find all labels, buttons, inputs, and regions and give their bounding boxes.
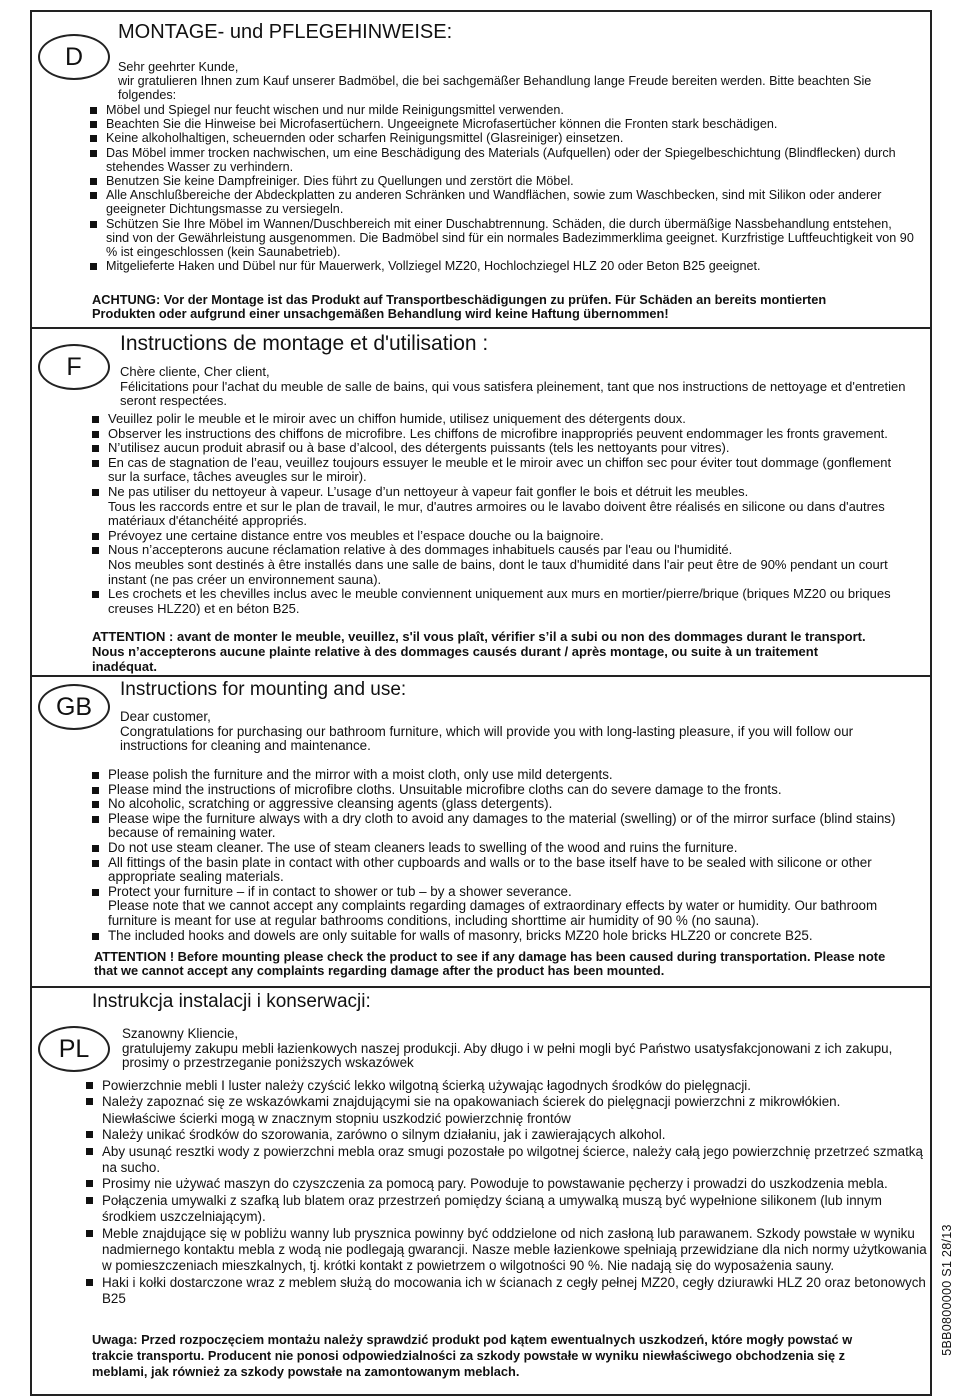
list-de xyxy=(88,103,918,273)
square-bullet-icon xyxy=(92,816,99,823)
document-frame xyxy=(30,10,932,1396)
list-item: Meble znajdujące się w pobliżu wanny lub prysznica powinny być oddzielone od nich zasłoną lub parawanem. Szkody powstałe w wyniku nadmiernego kontaktu mebla z wodą nie podlegają gwarancji. Nasze meble łazienkowe spełniają przewidziane dla nich normy użytkowania w pomieszczeniach mieszkalnych, tj. krótki kontakt z powietrzem o wilgotności 90 %. Nie nadają się do wyposażenia sauny. xyxy=(84,1226,930,1275)
list-item: N’utilisez aucun produit abrasif ou à base d’alcool, des détergents puissants (tels les nettoyants pour vitres). xyxy=(90,441,892,456)
square-bullet-icon xyxy=(92,533,99,540)
list-item: Schützen Sie Ihre Möbel im Wannen/Duschbereich mit einer Duschabtrennung. Schäden, die durch übermäßige Nassbehandlung entstehen, sind von der Gewährleistung ausgenommen. Die Badmöbel sind für ein normales Badezimmerklima geeignet. Kurzfristige Luftfeuchtigkeit von 90 % ist eingeschlossen (kein Saunabetrieb). xyxy=(88,217,918,260)
square-bullet-icon xyxy=(92,801,99,808)
square-bullet-icon xyxy=(86,1197,93,1204)
list-item: Mitgelieferte Haken und Dübel nur für Mauerwerk, Vollziegel MZ20, Hochlochziegel HLZ 20 oder Beton B25 geeignet. xyxy=(88,259,918,273)
language-badge-fr: F xyxy=(38,344,110,390)
list-item: Veuillez polir le meuble et le miroir avec un chiffon humide, utilisez uniquement des détergents doux. xyxy=(90,412,892,427)
list-item: Beachten Sie die Hinweise bei Microfasertüchern. Ungeeignete Microfasertücher können die Fronten stark beschädigen. xyxy=(88,117,918,131)
list-item: Please polish the furniture and the mirror with a moist cloth, only use mild detergents. xyxy=(90,768,910,783)
language-badge-pl: PL xyxy=(38,1026,110,1072)
salutation-gb: Dear customer, xyxy=(120,709,211,724)
list-fr xyxy=(90,412,892,616)
list-item: Powierzchnie mebli I luster należy czyścić lekko wilgotną ścierką używając łagodnych środków do pielęgnacji. xyxy=(84,1078,930,1094)
section-divider xyxy=(32,327,930,329)
list-item: Please mind the instructions of microfibre cloths. Unsuitable microfibre cloths can do severe damage to the fronts. xyxy=(90,783,910,798)
list-item: Das Möbel immer trocken nachwischen, um eine Beschädigung des Materials (Aufquellen) oder der Spiegelbeschichtung (Blindflecken) durch stehendes Wasser zu verhindern. xyxy=(88,146,918,174)
instruction-list-de xyxy=(88,103,918,273)
warning-pl: Uwaga: Przed rozpoczęciem montażu należy sprawdzić produkt pod kątem ewentualnych uszkodzeń, które mogły powstać w trakcie transportu. Producent nie ponosi odpowiedzialności za szkody powstałe w wyniku niewłaściwego obchodzenia się z meblami, jak również za szkody powstałe na zamontowanym meblach. xyxy=(92,1332,853,1379)
square-bullet-icon xyxy=(86,1180,93,1187)
list-item: Möbel und Spiegel nur feucht wischen und nur milde Reinigungsmittel verwenden. xyxy=(88,103,918,117)
square-bullet-icon xyxy=(92,860,99,867)
warning-de: ACHTUNG: Vor der Montage ist das Produkt auf Transportbeschädigungen zu prüfen. Für Schäden an bereits montierten Produkten oder aufgrund einer unsachgemäßen Behandlung wird keine Haftung übernommen! xyxy=(92,292,827,322)
section-divider xyxy=(32,986,930,988)
list-item: Prosimy nie używać maszyn do czyszczenia za pomocą pary. Powoduje to powstawanie pęcherzy i prowadzi do uszkodzenia mebla. xyxy=(84,1176,930,1192)
list-item: Protect your furniture – if in contact to shower or tub – by a shower severance. Please note that we cannot accept any complaints regarding damages of extraordinary effects by water or humidity. Our bathroom furniture is meant for use at regular bathrooms conditions, including shorttime air humidity of 90 % (no sauna). xyxy=(90,885,910,929)
square-bullet-icon xyxy=(92,933,99,940)
list-item: Do not use steam cleaner. The use of steam cleaners leads to swelling of the wood and ruins the furniture. xyxy=(90,841,910,856)
instruction-list-gb xyxy=(90,768,910,943)
intro-text-pl: gratulujemy zakupu mebli łazienkowych naszej produkcji. Aby długo i w pełni mogli być Państwo usatysfakcjonowani z ich zakupu, prosimy o przestrzeganie poniższych wskazówek xyxy=(122,1040,893,1071)
square-bullet-icon xyxy=(90,192,97,199)
list-item: Please wipe the furniture always with a dry cloth to avoid any damages to the material (swelling) or of the mirror surface (blind stains) because of remaining water. xyxy=(90,812,910,841)
list-item: En cas de stagnation de l’eau, veuillez toujours essuyer le meuble et le miroir avec un chiffon sec pour éviter tout dommage (gonflement sur la surface, tâches aveugles sur le miroir). xyxy=(90,456,892,485)
square-bullet-icon xyxy=(92,431,99,438)
square-bullet-icon xyxy=(90,121,97,128)
list-item: Alle Anschlußbereiche der Abdeckplatten zu anderen Schränken und Wandflächen, sowie zum Waschbecken, sind mit Silikon oder anderer geeigneter Dichtungsmasse zu versiegeln. xyxy=(88,188,918,216)
square-bullet-icon xyxy=(86,1131,93,1138)
warning-gb: ATTENTION ! Before mounting please check the product to see if any damage has been caused during transportation. Please note that we cannot accept any complaints regarding damage after the product has been mounted. xyxy=(94,949,886,979)
square-bullet-icon xyxy=(92,772,99,779)
section-title-de: MONTAGE- und PFLEGEHINWEISE: xyxy=(118,21,453,43)
square-bullet-icon xyxy=(86,1098,93,1105)
list-item: Ne pas utiliser du nettoyeur à vapeur. L’usage d’un nettoyeur à vapeur fait gonfler le bois et détruit les meubles. Tous les raccords entre et sur le plan de travail, le mur, d'autres armoires ou le lavabo doivent être réalisés en silicone ou dans d'autres matériaux d'étanchéité appropriés. xyxy=(90,485,892,529)
list-item: Należy unikać środków do szorowania, zarówno o silnym działaniu, jak i zawierających alkohol. xyxy=(84,1127,930,1143)
section-divider xyxy=(32,675,930,677)
square-bullet-icon xyxy=(90,150,97,157)
instruction-list-fr xyxy=(90,412,892,616)
square-bullet-icon xyxy=(92,591,99,598)
salutation-pl: Szanowny Kliencie, xyxy=(122,1026,239,1041)
section-title-pl: Instrukcja instalacji i konserwacji: xyxy=(92,991,371,1012)
list-item: Nous n’accepterons aucune réclamation relative à des dommages inhabituels causés par l'eau ou l'humidité. Nos meubles sont destinés à être installés dans une salle de bains, dont le taux d'humidité dans l'air peut être de 90% pendant un court instant (ne pas créer un environnement sauna). xyxy=(90,543,892,587)
list-gb xyxy=(90,768,910,943)
square-bullet-icon xyxy=(92,460,99,467)
section-title-gb: Instructions for mounting and use: xyxy=(120,679,407,700)
section-title-fr: Instructions de montage et d'utilisation : xyxy=(120,332,489,355)
list-item: Należy zapoznać się ze wskazówkami znajdującymi sie na opakowaniach ścierek do pielęgnacji powierzchni z mikrowłókien. Niewłaściwe ścierki mogą w znacznym stopniu uszkodzić powierzchnię frontów xyxy=(84,1094,930,1127)
square-bullet-icon xyxy=(90,221,97,228)
intro-de xyxy=(118,60,918,103)
salutation-de: Sehr geehrter Kunde, xyxy=(118,60,239,74)
list-item: Aby usunąć resztki wody z powierzchni mebla oraz smugi pozostałe po wilgotnej ścierce, należy całą jego powierzchnię przetrzeć szmatką na sucho. xyxy=(84,1144,930,1177)
square-bullet-icon xyxy=(92,845,99,852)
square-bullet-icon xyxy=(92,416,99,423)
square-bullet-icon xyxy=(92,889,99,896)
square-bullet-icon xyxy=(90,107,97,114)
intro-gb xyxy=(120,710,910,754)
list-pl xyxy=(84,1078,930,1308)
list-item: Prévoyez une certaine distance entre vos meubles et l’espace douche ou la baignoire. xyxy=(90,529,892,544)
intro-text-fr: Félicitations pour l'achat du meuble de salle de bains, qui vous satisfera pleinement, tant que nos instructions de nettoyage et d'entretien seront respectées. xyxy=(120,378,906,409)
warning-fr: ATTENTION : avant de monter le meuble, veuillez, s'il vous plaît, vérifier s’il a subi ou non des dommages durant le transport. Nous n’accepterons aucune plainte relative à des dommages causés durant / après montage, ou suite à un traitement inadéquat. xyxy=(92,629,866,674)
document-code xyxy=(934,1190,960,1390)
square-bullet-icon xyxy=(86,1279,93,1286)
language-badge-gb: GB xyxy=(38,684,110,730)
square-bullet-icon xyxy=(90,135,97,142)
list-item: Les crochets et les chevilles inclus avec le meuble conviennent uniquement aux murs en mortier/pierre/brique (briques MZ20 ou briques creuses HLZ20) et en béton B25. xyxy=(90,587,892,616)
square-bullet-icon xyxy=(86,1148,93,1155)
list-item: No alcoholic, scratching or aggressive cleansing agents (glass detergents). xyxy=(90,797,910,812)
list-item: Keine alkoholhaltigen, scheuernden oder scharfen Reinigungsmittel (Glasreiniger) einsetzen. xyxy=(88,131,918,145)
list-item: Haki i kołki dostarczone wraz z meblem służą do mocowania ich w ścianach z cegły pełnej MZ20, cegły dziurawki HLZ 20 oraz betonowych B25 xyxy=(84,1275,930,1308)
square-bullet-icon xyxy=(90,178,97,185)
square-bullet-icon xyxy=(92,547,99,554)
square-bullet-icon xyxy=(90,263,97,270)
document-code-text: 5BB0800000 S1 28/13 xyxy=(940,1224,954,1356)
square-bullet-icon xyxy=(86,1230,93,1237)
list-item: All fittings of the basin plate in contact with other cupboards and walls or to the base itself have to be sealed with silicone or other appropriate sealing materials. xyxy=(90,856,910,885)
intro-pl xyxy=(122,1027,902,1071)
intro-fr xyxy=(120,365,920,409)
square-bullet-icon xyxy=(92,489,99,496)
list-item: Benutzen Sie keine Dampfreiniger. Dies führt zu Quellungen und zerstört die Möbel. xyxy=(88,174,918,188)
language-badge-de: D xyxy=(38,34,110,80)
square-bullet-icon xyxy=(92,445,99,452)
square-bullet-icon xyxy=(92,787,99,794)
intro-text-gb: Congratulations for purchasing our bathroom furniture, which will provide you with long-lasting pleasure, if you will follow our instructions for cleaning and maintenance. xyxy=(120,723,854,754)
list-item: The included hooks and dowels are only suitable for walls of masonry, bricks MZ20 hole bricks HLZ20 or concrete B25. xyxy=(90,929,910,944)
intro-text-de: wir gratulieren Ihnen zum Kauf unserer Badmöbel, die bei sachgemäßer Behandlung lange Freude bereiten werden. Bitte beachten Sie folgendes: xyxy=(118,74,872,103)
instruction-list-pl xyxy=(84,1078,930,1308)
list-item: Observer les instructions des chiffons de microfibre. Les chiffons de microfibre inappropriés peuvent endommager les fronts gravement. xyxy=(90,427,892,442)
square-bullet-icon xyxy=(86,1082,93,1089)
list-item: Połączenia umywalki z szafką lub blatem oraz przestrzeń pomiędzy ścianą a umywalką muszą być wypełnione silikonem (lub innym środkiem uszczelniającym). xyxy=(84,1193,930,1226)
salutation-fr: Chère cliente, Cher client, xyxy=(120,364,270,379)
